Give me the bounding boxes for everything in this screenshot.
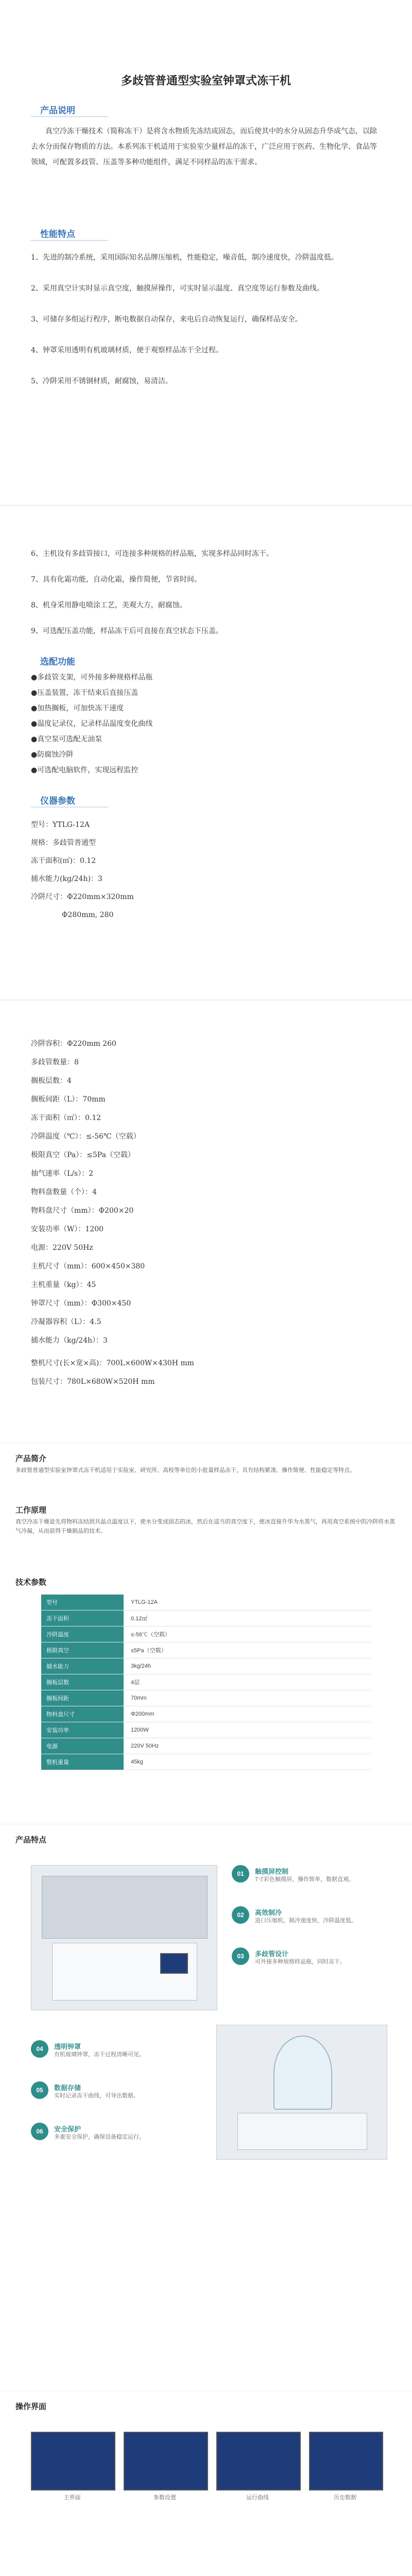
machine-top [42, 1876, 208, 1939]
feature-item: 7、具有化霜功能，自动化霜，操作简便，节省时间。 [31, 575, 201, 584]
table-row: 安装功率 1200W [41, 1722, 371, 1738]
feature-badge: 05 [31, 2081, 48, 2099]
feature-item: 6、主机设有多歧管接口，可连接多种规格的样品瓶，实现多样品同时冻干。 [31, 550, 273, 558]
feature-item: 9、可选配压盖功能，样品冻干后可直接在真空状态下压盖。 [31, 627, 223, 635]
table-row: 极限真空 ≤5Pa（空载） [41, 1642, 371, 1658]
working-heading: 工作原理 [15, 1506, 47, 1515]
feature-badge: 06 [31, 2123, 48, 2140]
feature-item: 4、钟罩采用透明有机玻璃材质，便于观察样品冻干全过程。 [31, 346, 223, 354]
param-row: 冻干面积(㎡)：0.12 [31, 857, 96, 865]
table-row: 冷阱温度 ≤-56℃（空载） [41, 1626, 371, 1642]
divider [0, 999, 412, 1001]
spec-table [41, 1595, 371, 1770]
intro-underline [31, 116, 108, 117]
params-heading: 仪器参数 [40, 796, 75, 806]
table-row: 冻干面积 0.12㎡ [41, 1611, 371, 1626]
option-item: ●多歧管支架，可外接多种规格样品瓶 [31, 673, 153, 682]
interface-screen [124, 2432, 208, 2490]
machine-image-2 [216, 2025, 387, 2160]
param-row: 规格：多歧管普通型 [31, 839, 96, 847]
product-intro-heading: 产品简介 [15, 1454, 47, 1463]
table-row: 搁板层数 4层 [41, 1674, 371, 1690]
product-features-heading: 产品特点 [15, 1836, 47, 1844]
param-row: 捕水能力(kg/24h)：3 [31, 875, 102, 883]
feature-item: 2、采用真空计实时显示真空度，触摸屏操作，可实时显示温度、真空度等运行参数及曲线。 [31, 284, 324, 293]
table-row: 搁板间距 70mm [41, 1690, 371, 1706]
options-heading: 选配功能 [40, 657, 75, 667]
table-row: 电源 220V 50Hz [41, 1738, 371, 1754]
feature-item: 3、可储存多组运行程序，断电数据自动保存，来电后自动恢复运行，确保样品安全。 [31, 315, 302, 324]
param-row: 冷阱尺寸：Φ220mm×320mm [31, 893, 134, 901]
table-row: 物料盘尺寸 Φ200mm [41, 1706, 371, 1722]
note: 包装尺寸：780L×680W×520H mm [31, 1378, 155, 1386]
intro-text: 真空冷冻干燥技术（简称冻干）是将含水物质先冻结成固态，而后使其中的水分从固态升华成气态，以除去水分而保存物质的方法。本系列冻干机适用于实验室少量样品的冻干，广泛应用于医药、生物化学、食品等领域，可配置多歧管、压盖等多种功能组件，满足不同样品的冻干需求。 [31, 127, 377, 166]
option-item: ●防腐蚀冷阱 [31, 751, 74, 759]
working-text: 真空冷冻干燥是先将物料冻结到共晶点温度以下，使水分变成固态的冰，然后在适当的真空度下，使冰直接升华为水蒸气，再用真空系统中的冷阱将水蒸气冷凝，从而获得干燥制品的技术。 [15, 1519, 395, 1534]
divider [0, 505, 412, 506]
product-intro-text: 多歧管普通型实验室钟罩式冻干机适用于实验室、研究所、高校等单位的小批量样品冻干，具有结构紧凑、操作简便、性能稳定等特点。 [15, 1467, 355, 1473]
note: 整机尺寸(长×宽×高)：700L×600W×430H mm [31, 1359, 194, 1367]
feature-badge: 02 [232, 1906, 249, 1924]
feature-item: 5、冷阱采用不锈钢材质，耐腐蚀，易清洁。 [31, 377, 173, 385]
machine-screen [160, 1953, 188, 1974]
option-item: ●加热搁板，可加快冻干速度 [31, 704, 124, 713]
param-row: 型号：YTLG-12A [31, 821, 90, 829]
process-heading: 操作界面 [15, 2402, 47, 2411]
table-row: 整机重量 45kg [41, 1754, 371, 1770]
table-row: 型号 YTLG-12A [41, 1595, 371, 1611]
machine-image [31, 1865, 217, 2010]
option-item: ●真空泵可选配无油泵 [31, 735, 102, 743]
feature-badge: 03 [232, 1947, 249, 1965]
machine-base [237, 2113, 367, 2150]
feature-badge: 04 [31, 2040, 48, 2058]
features-heading: 性能特点 [40, 229, 75, 240]
option-item: ●温度记录仪，记录样品温度变化曲线 [31, 720, 153, 728]
bell-jar [273, 2036, 332, 2110]
feature-item: 1、先进的制冷系统，采用国际知名品牌压缩机，性能稳定，噪音低，制冷速度快，冷阱温度低。 [31, 253, 338, 262]
interface-screen [31, 2432, 115, 2490]
features-underline [31, 240, 108, 241]
param-row: Φ280mm, 280 [62, 911, 114, 919]
option-item: ●压盖装置，冻干结束后直接压盖 [31, 689, 139, 697]
interface-screen [216, 2432, 301, 2490]
intro-heading: 产品说明 [40, 106, 75, 116]
feature-item: 8、机身采用静电喷涂工艺，美观大方，耐腐蚀。 [31, 601, 187, 609]
page-title: 多歧管普通型实验室钟罩式冻干机 [121, 74, 291, 88]
feature-badge: 01 [232, 1865, 249, 1883]
table-row: 捕水能力 3kg/24h [41, 1658, 371, 1674]
interface-screen [309, 2432, 383, 2490]
spec-heading: 技术参数 [15, 1578, 47, 1587]
option-item: ●可选配电脑软件，实现远程监控 [31, 766, 139, 774]
